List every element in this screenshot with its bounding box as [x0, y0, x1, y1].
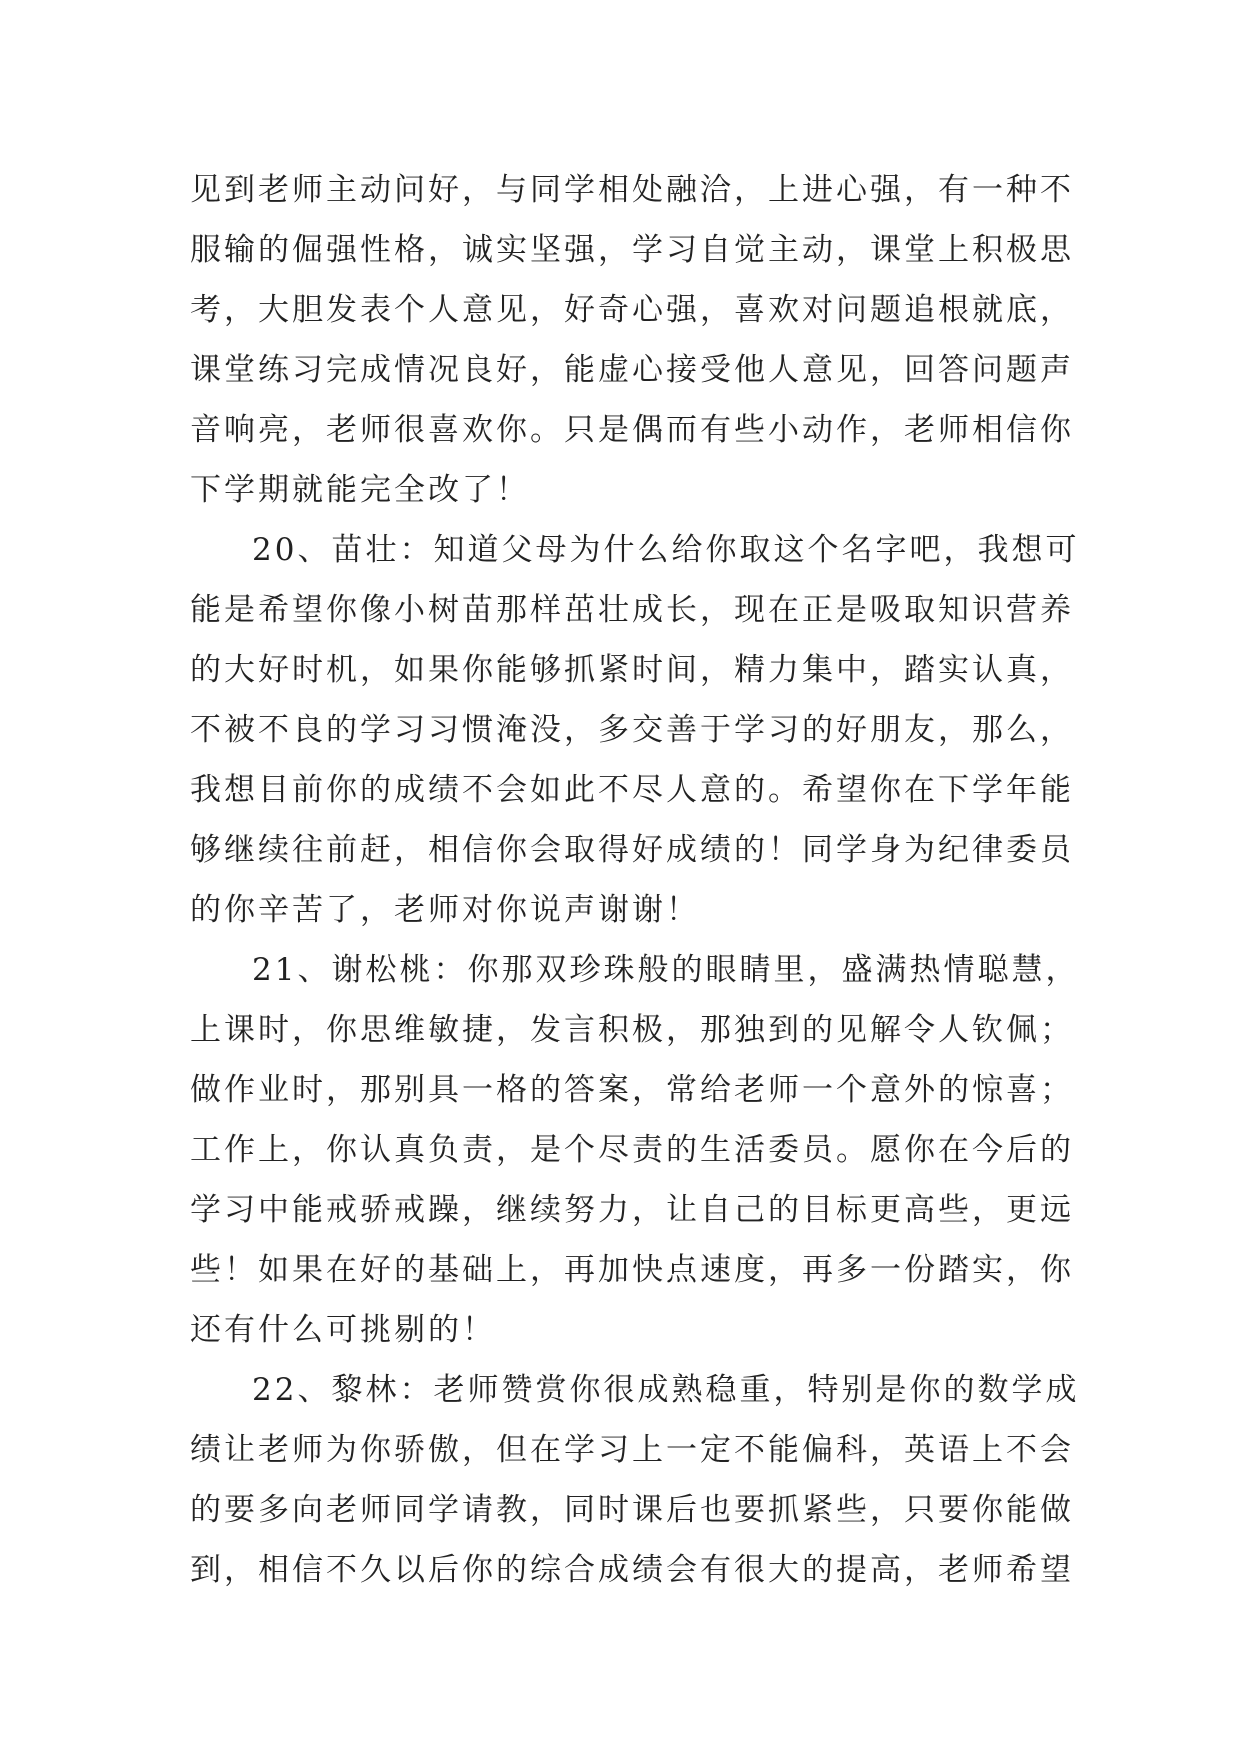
text-line: 课堂练习完成情况良好，能虚心接受他人意见，回答问题声 [190, 352, 1074, 388]
text-line: 考，大胆发表个人意见，好奇心强，喜欢对问题追根就底， [190, 292, 1074, 328]
text-line: 的要多向老师同学请教，同时课后也要抓紧些，只要你能做 [190, 1492, 1074, 1528]
text-line: 21、谢松桃：你那双珍珠般的眼睛里，盛满热情聪慧， [252, 952, 1080, 988]
text-line: 上课时，你思维敏捷，发言积极，那独到的见解令人钦佩； [190, 1012, 1074, 1048]
text-line: 的你辛苦了，老师对你说声谢谢！ [190, 892, 700, 928]
document-body [190, 160, 1080, 1600]
text-line: 20、苗壮：知道父母为什么给你取这个名字吧，我想可 [252, 532, 1080, 568]
paragraph-comment-21 [190, 940, 1080, 1360]
text-line: 些！如果在好的基础上，再加快点速度，再多一份踏实，你 [190, 1252, 1074, 1288]
text-line: 做作业时，那别具一格的答案，常给老师一个意外的惊喜； [190, 1072, 1074, 1108]
text-line: 工作上，你认真负责，是个尽责的生活委员。愿你在今后的 [190, 1132, 1074, 1168]
paragraph-comment-22 [190, 1360, 1080, 1600]
text-line: 的大好时机，如果你能够抓紧时间，精力集中，踏实认真， [190, 652, 1074, 688]
text-line: 下学期就能完全改了！ [190, 472, 530, 508]
paragraph-continuation [190, 160, 1074, 520]
text-line: 22、黎林：老师赞赏你很成熟稳重，特别是你的数学成 [252, 1372, 1080, 1408]
text-line: 不被不良的学习习惯淹没，多交善于学习的好朋友，那么， [190, 712, 1074, 748]
text-line: 学习中能戒骄戒躁，继续努力，让自己的目标更高些，更远 [190, 1192, 1074, 1228]
text-line: 我想目前你的成绩不会如此不尽人意的。希望你在下学年能 [190, 772, 1074, 808]
text-line: 音响亮，老师很喜欢你。只是偶而有些小动作，老师相信你 [190, 412, 1074, 448]
paragraph-comment-20 [190, 520, 1080, 940]
text-line: 绩让老师为你骄傲，但在学习上一定不能偏科，英语上不会 [190, 1432, 1074, 1468]
text-line: 能是希望你像小树苗那样茁壮成长，现在正是吸取知识营养 [190, 592, 1074, 628]
text-line: 服输的倔强性格，诚实坚强，学习自觉主动，课堂上积极思 [190, 232, 1074, 268]
text-line: 还有什么可挑剔的！ [190, 1312, 496, 1348]
text-line: 见到老师主动问好，与同学相处融洽，上进心强，有一种不 [190, 172, 1074, 208]
text-line: 到，相信不久以后你的综合成绩会有很大的提高，老师希望 [190, 1552, 1074, 1588]
text-line: 够继续往前赶，相信你会取得好成绩的！同学身为纪律委员 [190, 832, 1074, 868]
